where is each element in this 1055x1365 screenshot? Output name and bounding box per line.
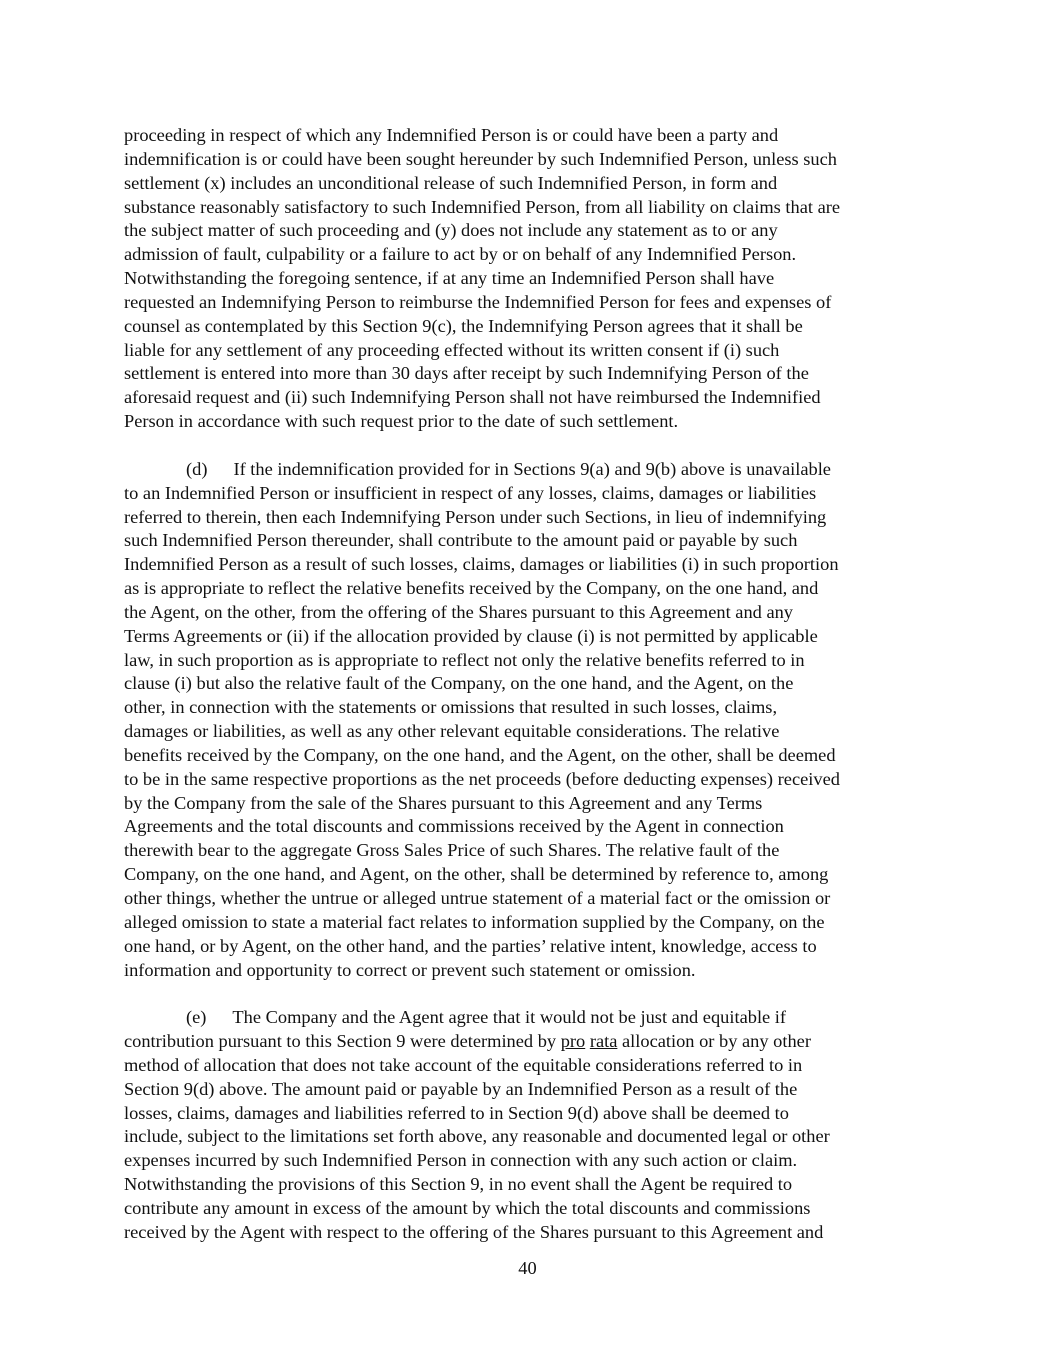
text-line: include, subject to the limitations set forth above, any reasonable and documented legal or other	[124, 1126, 830, 1147]
text-line: expenses incurred by such Indemnified Person in connection with any such action or claim.	[124, 1150, 798, 1171]
text-line: indemnification is or could have been sought hereunder by such Indemnified Person, unless such	[124, 148, 837, 169]
text-line: referred to therein, then each Indemnifying Person under such Sections, in lieu of indemnifying	[124, 506, 827, 527]
paragraph-d-contribution	[124, 458, 944, 983]
text-line: the Agent, on the other, from the offering of the Shares pursuant to this Agreement and any	[124, 601, 793, 622]
text-line: Terms Agreements or (ii) if the allocation provided by clause (i) is not permitted by applicable	[124, 625, 818, 646]
text-line: other things, whether the untrue or alleged untrue statement of a material fact or the omission or	[124, 888, 831, 908]
text-line: information and opportunity to correct or prevent such statement or omission.	[124, 959, 696, 980]
text-line: Person in accordance with such request prior to the date of such settlement.	[124, 411, 679, 432]
text-line: damages or liabilities, as well as any other relevant equitable considerations. The relative	[124, 721, 780, 742]
underlined-pro: pro	[560, 1031, 586, 1052]
page-number: 40	[518, 1258, 537, 1278]
text-line: Agreements and the total discounts and commissions received by the Agent in connection	[124, 816, 784, 837]
clause-first-line: If the indemnification provided for in Sections 9(a) and 9(b) above is unavailable	[233, 458, 831, 479]
text-line: Company, on the one hand, and Agent, on the other, shall be determined by reference to, among	[124, 864, 829, 885]
text-line: method of allocation that does not take account of the equitable considerations referred to in	[124, 1054, 803, 1075]
text-line: substance reasonably satisfactory to such Indemnified Person, from all liability on claims that are	[124, 196, 841, 217]
text-line: settlement is entered into more than 30 days after receipt by such Indemnifying Person of the	[124, 363, 809, 384]
text-line	[124, 1006, 944, 1030]
document-page	[124, 124, 944, 1245]
text-line: liable for any settlement of any proceeding effected without its written consent if (i) such	[124, 339, 780, 360]
clause-first-line: The Company and the Agent agree that it would not be just and equitable if	[232, 1007, 787, 1028]
text-line: Notwithstanding the foregoing sentence, if at any time an Indemnified Person shall have	[124, 268, 775, 289]
text-line: other, in connection with the statements or omissions that resulted in such losses, claims,	[124, 697, 778, 718]
text-line: counsel as contemplated by this Section 9(c), the Indemnifying Person agrees that it shall be	[124, 315, 803, 336]
text-line: clause (i) but also the relative fault of the Company, on the one hand, and the Agent, on the	[124, 673, 794, 694]
clause-label-e: (e)	[186, 1007, 207, 1028]
text-line: Indemnified Person as a result of such losses, claims, damages or liabilities (i) in such proportion	[124, 554, 839, 575]
clause-label-d: (d)	[186, 458, 208, 479]
text-line: such Indemnified Person thereunder, shall contribute to the amount paid or payable by such	[124, 530, 798, 551]
text-line: Section 9(d) above. The amount paid or payable by an Indemnified Person as a result of the	[124, 1078, 798, 1099]
text-line: alleged omission to state a material fact relates to information supplied by the Company, on the	[124, 911, 825, 932]
text-line: to be in the same respective proportions as the net proceeds (before deducting expenses) received	[124, 768, 840, 789]
text-line: benefits received by the Company, on the one hand, and the Agent, on the other, shall be deemed	[124, 744, 836, 765]
text-line: to an Indemnified Person or insufficient in respect of any losses, claims, damages or liabilities	[124, 482, 817, 503]
text-line: one hand, or by Agent, on the other hand, and the parties’ relative intent, knowledge, access to	[124, 935, 817, 956]
paragraph-e-pro-rata	[124, 1006, 944, 1244]
text-line: law, in such proportion as is appropriate to reflect not only the relative benefits referred to in	[124, 649, 805, 670]
text-line	[124, 458, 944, 482]
text-line: as is appropriate to reflect the relative benefits received by the Company, on the one hand, and	[124, 578, 819, 599]
text-line: admission of fault, culpability or a failure to act by or on behalf of any Indemnified Person.	[124, 244, 797, 265]
underlined-rata: rata	[589, 1031, 618, 1052]
text-segment: allocation or by any other	[617, 1031, 811, 1052]
text-line	[124, 1030, 944, 1054]
text-line: settlement (x) includes an unconditional release of such Indemnified Person, in form and	[124, 172, 778, 193]
text-line: proceeding in respect of which any Indemnified Person is or could have been a party and	[124, 125, 779, 145]
text-line: requested an Indemnifying Person to reimburse the Indemnified Person for fees and expenses of	[124, 291, 832, 312]
text-segment: contribution pursuant to this Section 9 were determined by	[124, 1031, 561, 1052]
text-line: losses, claims, damages and liabilities referred to in Section 9(d) above shall be deemed to	[124, 1102, 789, 1123]
text-line: contribute any amount in excess of the amount by which the total discounts and commissions	[124, 1197, 811, 1218]
paragraph-spacer	[124, 434, 944, 458]
paragraph-spacer	[124, 982, 944, 1006]
paragraph-settlement	[124, 124, 944, 434]
text-line: aforesaid request and (ii) such Indemnifying Person shall not have reimbursed the Indemnified	[124, 387, 821, 408]
text-line: Notwithstanding the provisions of this Section 9, in no event shall the Agent be required to	[124, 1174, 793, 1195]
text-line: received by the Agent with respect to the offering of the Shares pursuant to this Agreement and	[124, 1221, 824, 1242]
text-line: the subject matter of such proceeding and (y) does not include any statement as to or any	[124, 220, 778, 241]
text-line: by the Company from the sale of the Shares pursuant to this Agreement and any Terms	[124, 792, 763, 813]
text-line: therewith bear to the aggregate Gross Sales Price of such Shares. The relative fault of the	[124, 840, 780, 861]
